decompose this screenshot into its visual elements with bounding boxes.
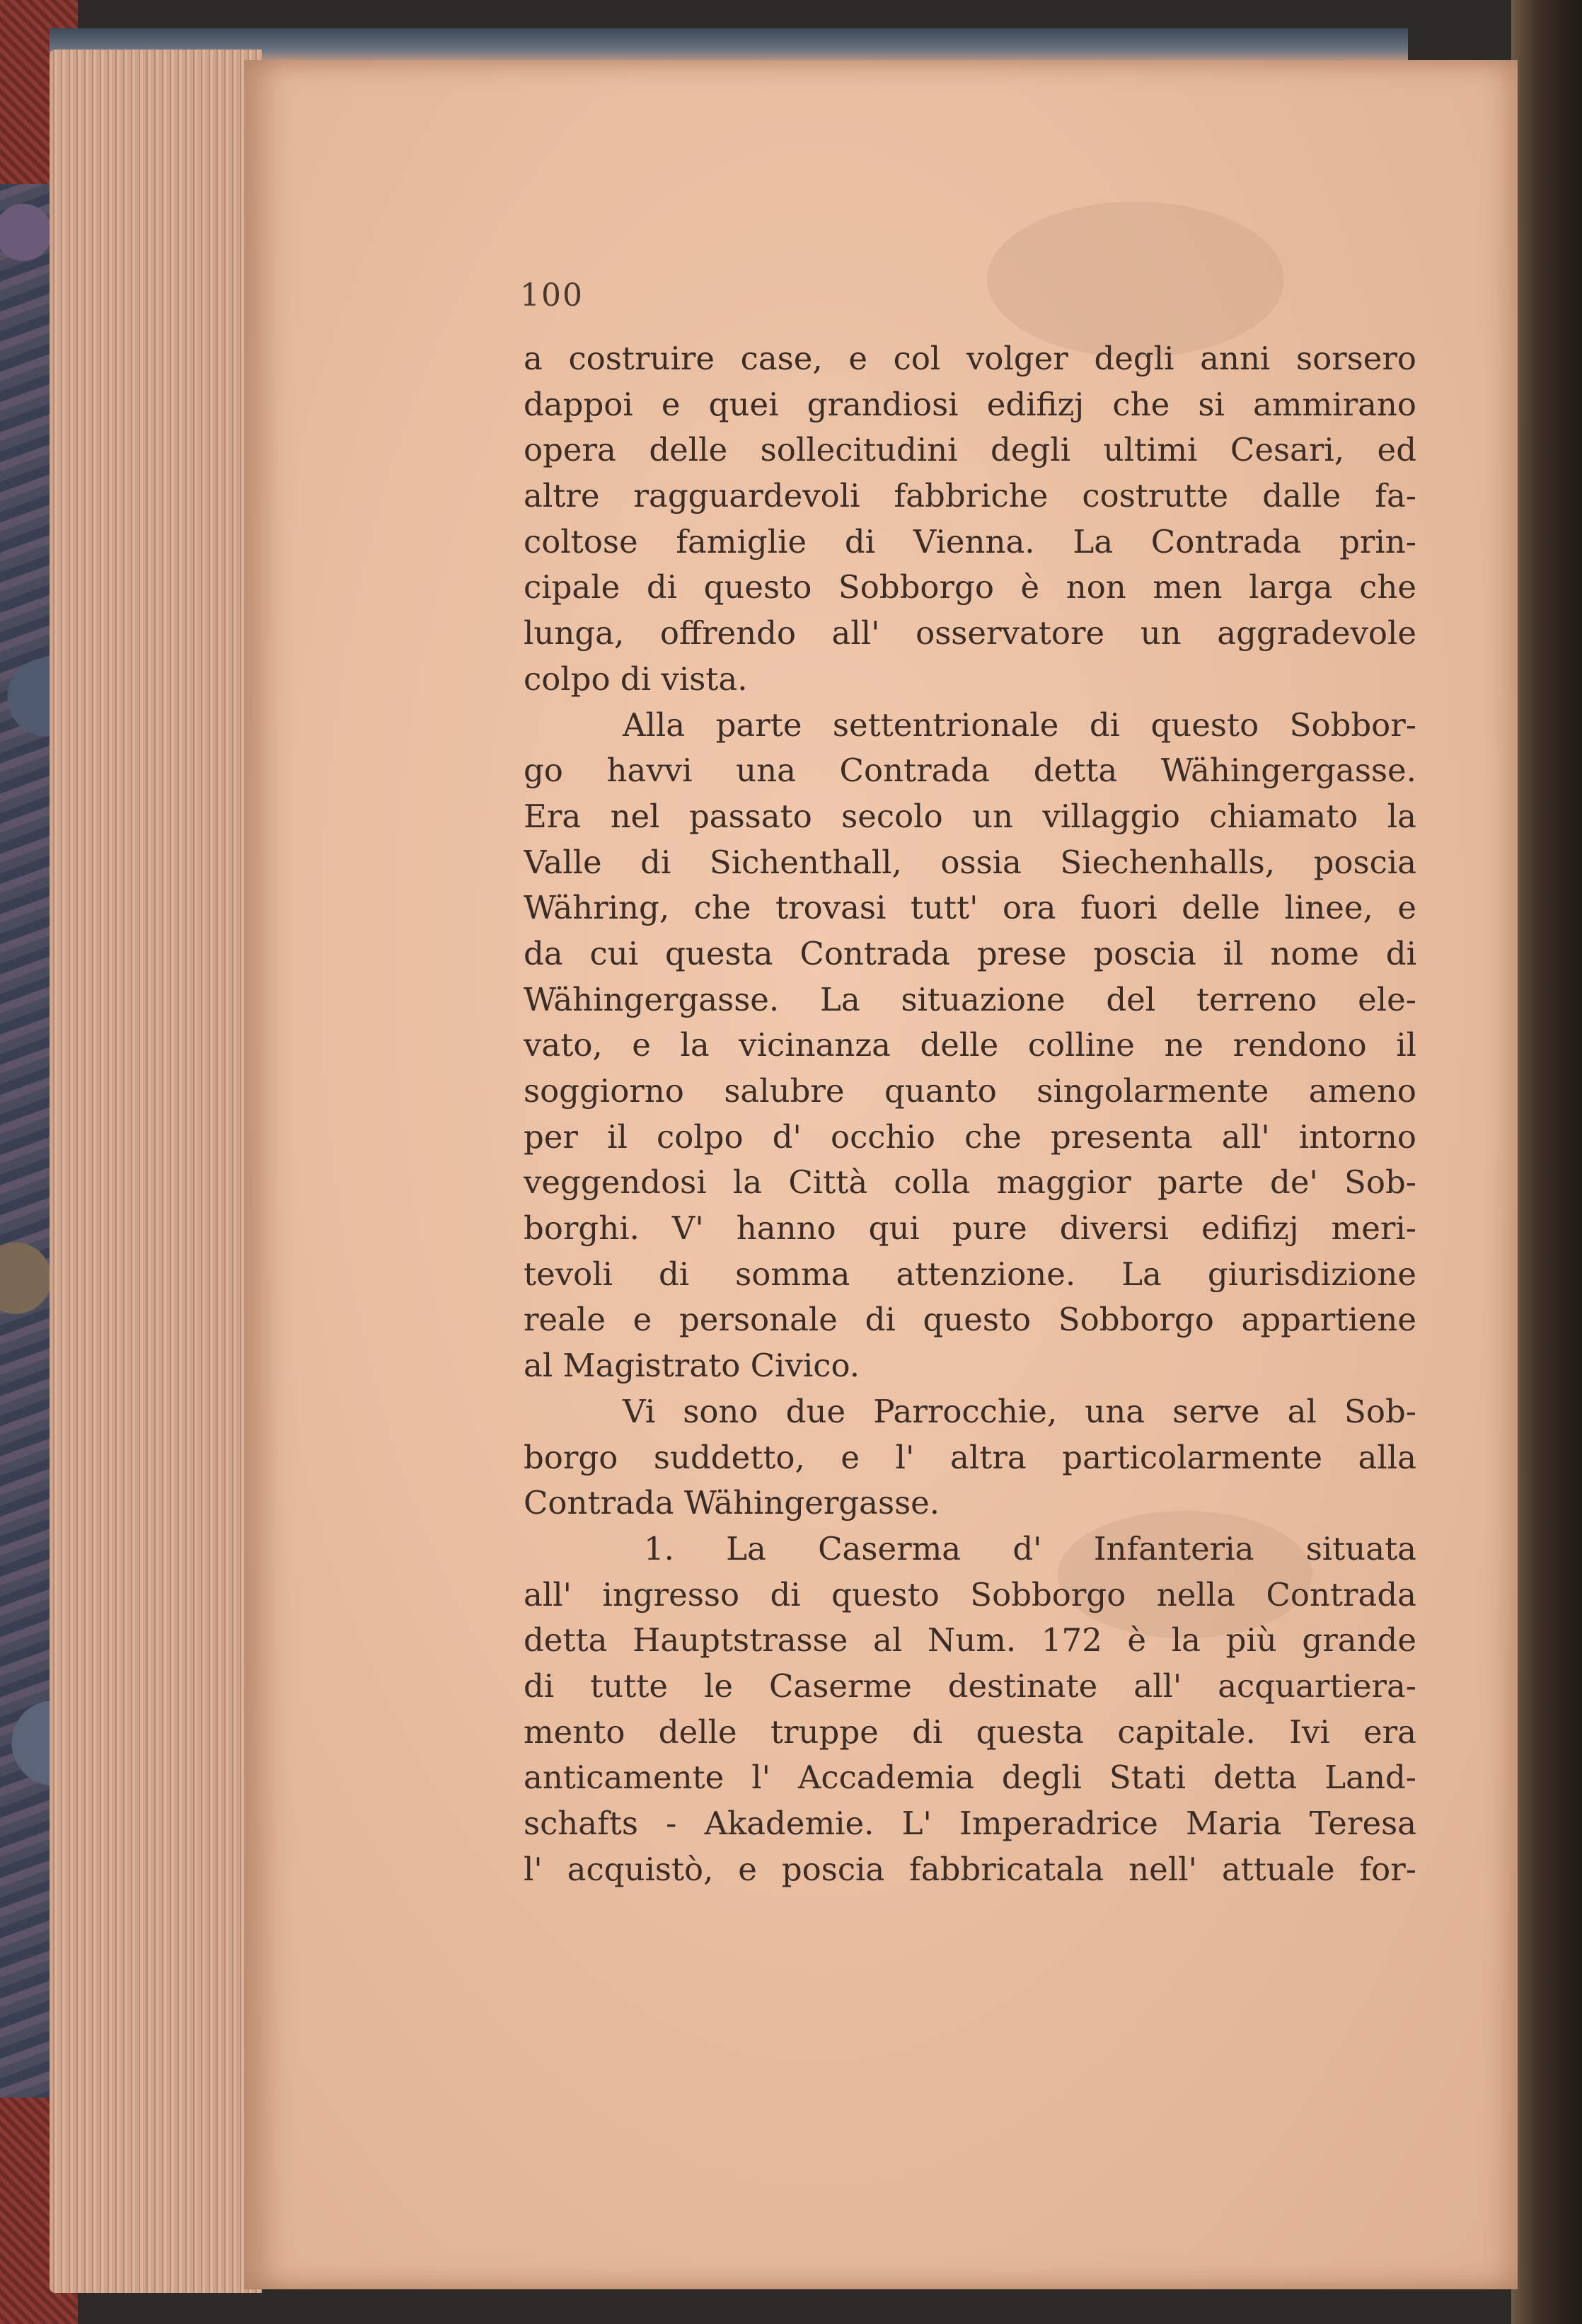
text-line: mento delle truppe di questa capitale. Ivi era bbox=[524, 1713, 1416, 1751]
text-line: da cui questa Contrada prese poscia il nome di bbox=[524, 934, 1416, 972]
text-line: borghi. V' hanno qui pure diversi edifizj meri- bbox=[524, 1209, 1416, 1248]
text-line: 1. La Caserma d' Infanteria situata bbox=[644, 1529, 1416, 1567]
text-line: veggendosi la Città colla maggior parte de' Sob- bbox=[524, 1163, 1416, 1202]
text-line: dappoi e quei grandiosi edifizj che si ammirano bbox=[524, 385, 1416, 423]
text-line: Contrada Wähingergasse. bbox=[524, 1484, 940, 1522]
text-line: a costruire case, e col volger degli anni sorsero bbox=[524, 340, 1416, 377]
text-line: Valle di Sichenthall, ossia Siechenhalls, poscia bbox=[524, 843, 1416, 881]
text-line: reale e personale di questo Sobborgo appartiene bbox=[524, 1301, 1416, 1339]
text-line: Alla parte settentrionale di questo Sobbor- bbox=[623, 706, 1416, 744]
text-line: Währing, che trovasi tutt' ora fuori delle linee, e bbox=[524, 889, 1416, 927]
text-line: l' acquistò, e poscia fabbricatala nell' attuale for- bbox=[524, 1850, 1416, 1888]
binding-edge bbox=[1511, 0, 1582, 2324]
text-line: lunga, offrendo all' osservatore un aggradevole bbox=[524, 614, 1416, 652]
text-line: borgo suddetto, e l' altra particolarmente alla bbox=[524, 1438, 1416, 1476]
text-line: di tutte le Caserme destinate all' acquartiera- bbox=[524, 1667, 1416, 1705]
page-number: 100 bbox=[520, 277, 584, 313]
text-line: vato, e la vicinanza delle colline ne rendono il bbox=[524, 1026, 1416, 1064]
page-stack-edges bbox=[50, 50, 262, 2293]
text-line: Vi sono due Parrocchie, una serve al Sob- bbox=[623, 1392, 1416, 1430]
text-line: opera delle sollecitudini degli ultimi Cesari, ed bbox=[524, 431, 1416, 469]
text-line: detta Hauptstrasse al Num. 172 è la più grande bbox=[524, 1621, 1416, 1659]
text-line: cipale di questo Sobborgo è non men larga che bbox=[524, 568, 1416, 606]
text-line: Wähingergasse. La situazione del terreno ele- bbox=[524, 980, 1416, 1018]
text-line: schafts - Akademie. L' Imperadrice Maria Teresa bbox=[524, 1805, 1416, 1842]
text-line: tevoli di somma attenzione. La giurisdizione bbox=[524, 1255, 1416, 1293]
text-line: Era nel passato secolo un villaggio chiamato la bbox=[524, 797, 1416, 835]
text-line: colpo di vista. bbox=[524, 660, 748, 698]
text-line: al Magistrato Civico. bbox=[524, 1347, 860, 1385]
text-line: soggiorno salubre quanto singolarmente ameno bbox=[524, 1072, 1416, 1110]
paper-stain bbox=[987, 202, 1284, 357]
text-line: go havvi una Contrada detta Wähingergasse. bbox=[524, 752, 1416, 790]
body-text bbox=[524, 336, 1416, 1892]
text-line: anticamente l' Accademia degli Stati detta Land- bbox=[524, 1759, 1416, 1797]
text-line: altre ragguardevoli fabbriche costrutte dalle fa- bbox=[524, 477, 1416, 515]
text-line: per il colpo d' occhio che presenta all' intorno bbox=[524, 1117, 1416, 1156]
text-line: coltose famiglie di Vienna. La Contrada prin- bbox=[524, 522, 1416, 560]
text-line: all' ingresso di questo Sobborgo nella Contrada bbox=[524, 1575, 1416, 1613]
